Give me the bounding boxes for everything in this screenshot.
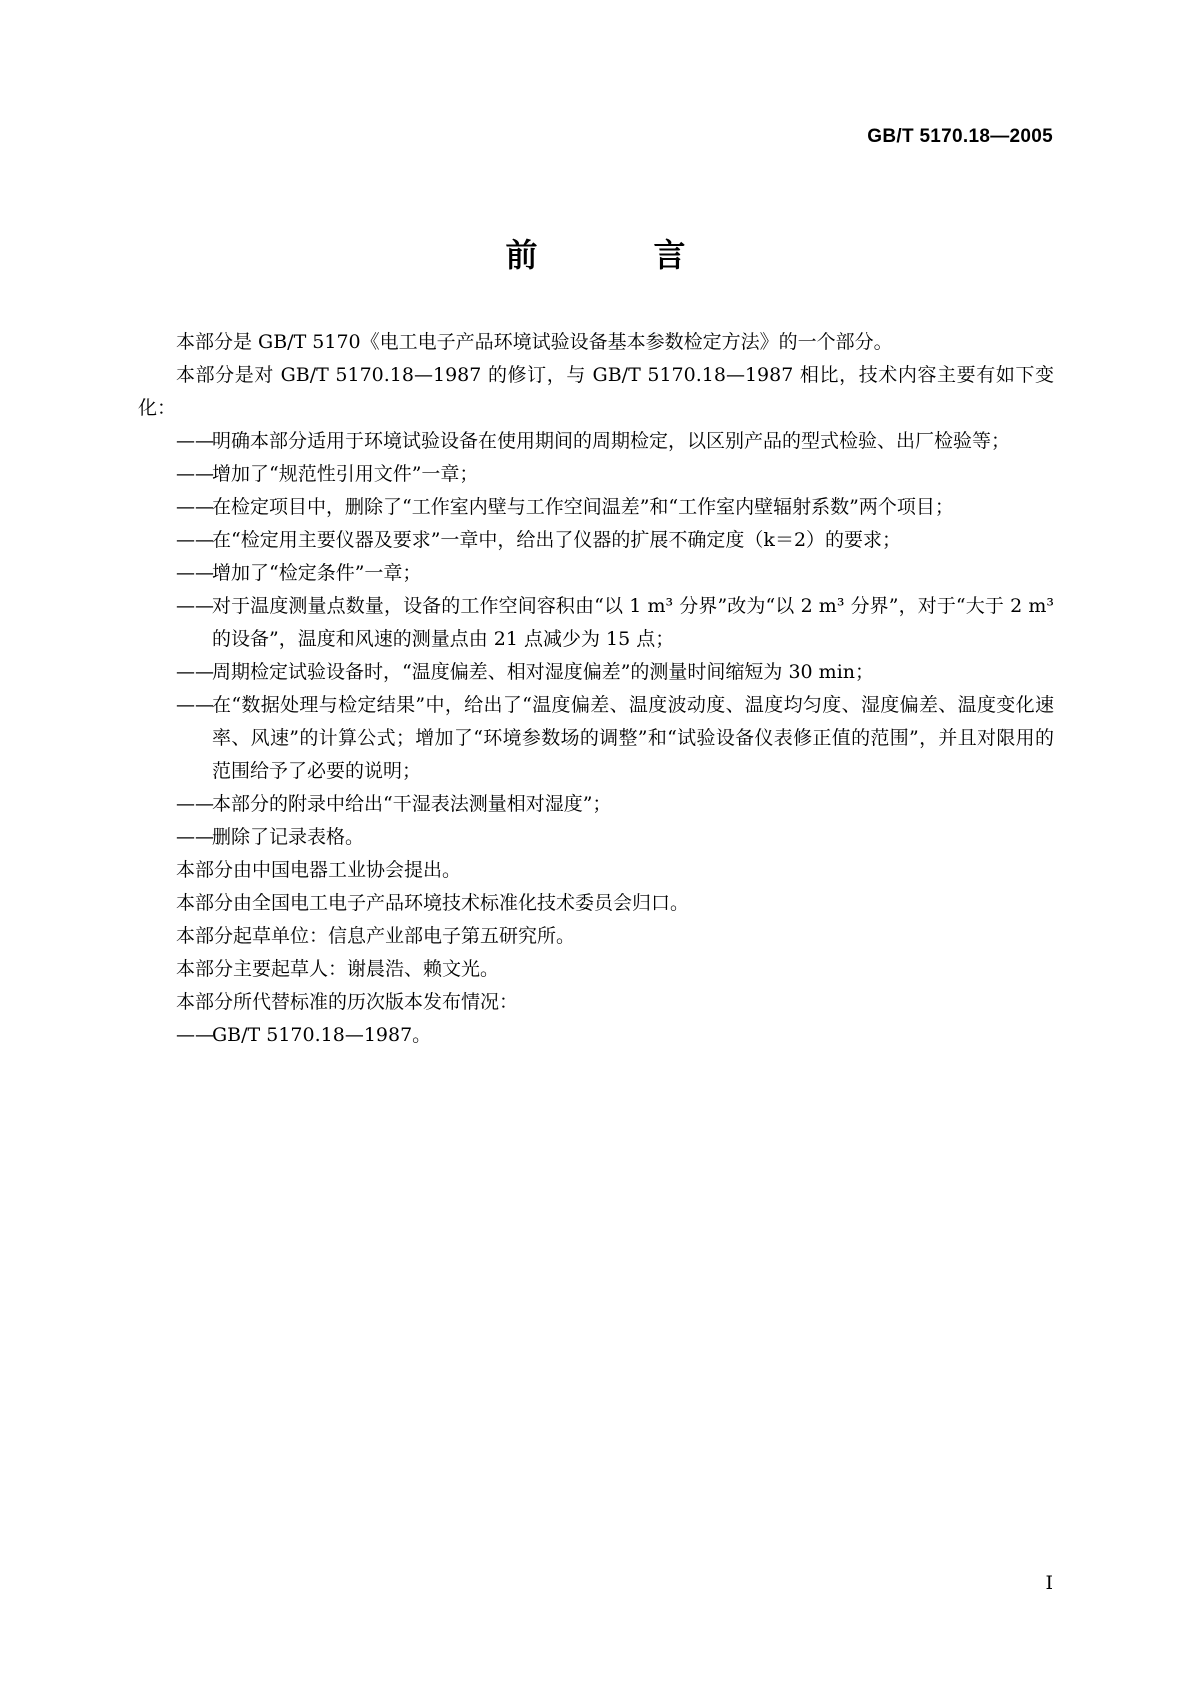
list-item	[138, 788, 1054, 821]
list-item	[138, 524, 1054, 557]
history-item-text: GB/T 5170.18—1987。	[212, 1024, 432, 1046]
page-title: 前 言	[505, 236, 728, 274]
intro-paragraph-1: 本部分是 GB/T 5170《电工电子产品环境试验设备基本参数检定方法》的一个部分。	[176, 331, 893, 353]
foreword-body	[138, 326, 1054, 1052]
proposer-paragraph: 本部分由中国电器工业协会提出。	[176, 859, 462, 881]
list-item	[138, 557, 1054, 590]
list-item-text: 删除了记录表格。	[212, 826, 365, 848]
list-item-text: 本部分的附录中给出“干湿表法测量相对湿度”；	[212, 793, 612, 815]
history-item	[138, 1019, 1054, 1052]
list-item	[138, 821, 1054, 854]
dash-marker: ——	[176, 595, 214, 617]
dash-marker: ——	[176, 793, 214, 815]
intro-paragraph-2: 本部分是对 GB/T 5170.18—1987 的修订，与 GB/T 5170.18—1987 相比，技术内容主要有如下变化：	[138, 364, 1054, 419]
dash-marker: ——	[176, 661, 214, 683]
dash-marker: ——	[176, 463, 214, 485]
drafting-unit-paragraph: 本部分起草单位：信息产业部电子第五研究所。	[176, 925, 576, 947]
list-item-text: 周期检定试验设备时，“温度偏差、相对湿度偏差”的测量时间缩短为 30 min；	[212, 661, 875, 683]
history-heading: 本部分所代替标准的历次版本发布情况：	[176, 991, 519, 1013]
list-item-text: 在“数据处理与检定结果”中，给出了“温度偏差、温度波动度、温度均匀度、湿度偏差、温度变化速率、风速”的计算公式；增加了“环境参数场的调整”和“试验设备仪表修正值的范围”，并且对限用的范围给予了必要的说明；	[212, 694, 1054, 782]
standard-number: GB/T 5170.18—2005	[867, 126, 1053, 147]
drafters-paragraph: 本部分主要起草人：谢晨浩、赖文光。	[176, 958, 500, 980]
page-number: I	[1045, 1572, 1053, 1594]
dash-marker: ——	[176, 496, 214, 518]
list-item-text: 增加了“规范性引用文件”一章；	[212, 463, 479, 485]
list-item-text: 在检定项目中，删除了“工作室内壁与工作空间温差”和“工作室内壁辐射系数”两个项目；	[212, 496, 954, 518]
list-item-text: 在“检定用主要仪器及要求”一章中，给出了仪器的扩展不确定度（k＝2）的要求；	[212, 529, 902, 551]
list-item	[138, 491, 1054, 524]
list-item	[138, 425, 1054, 458]
list-item	[138, 590, 1054, 656]
list-item	[138, 656, 1054, 689]
dash-marker: ——	[176, 430, 214, 452]
dash-marker: ——	[176, 562, 214, 584]
dash-marker: ——	[176, 694, 214, 716]
list-item-text: 明确本部分适用于环境试验设备在使用期间的周期检定，以区别产品的型式检验、出厂检验等；	[212, 430, 1011, 452]
list-item-text: 增加了“检定条件”一章；	[212, 562, 422, 584]
committee-paragraph: 本部分由全国电工电子产品环境技术标准化技术委员会归口。	[176, 892, 690, 914]
changes-list	[138, 425, 1054, 854]
list-item	[138, 689, 1054, 788]
dash-marker: ——	[176, 529, 214, 551]
dash-marker: ——	[176, 1024, 214, 1046]
list-item-text: 对于温度测量点数量，设备的工作空间容积由“以 1 m³ 分界”改为“以 2 m³ 分界”，对于“大于 2 m³ 的设备”，温度和风速的测量点由 21 点减少为 15 点；	[212, 595, 1054, 650]
dash-marker: ——	[176, 826, 214, 848]
list-item	[138, 458, 1054, 491]
